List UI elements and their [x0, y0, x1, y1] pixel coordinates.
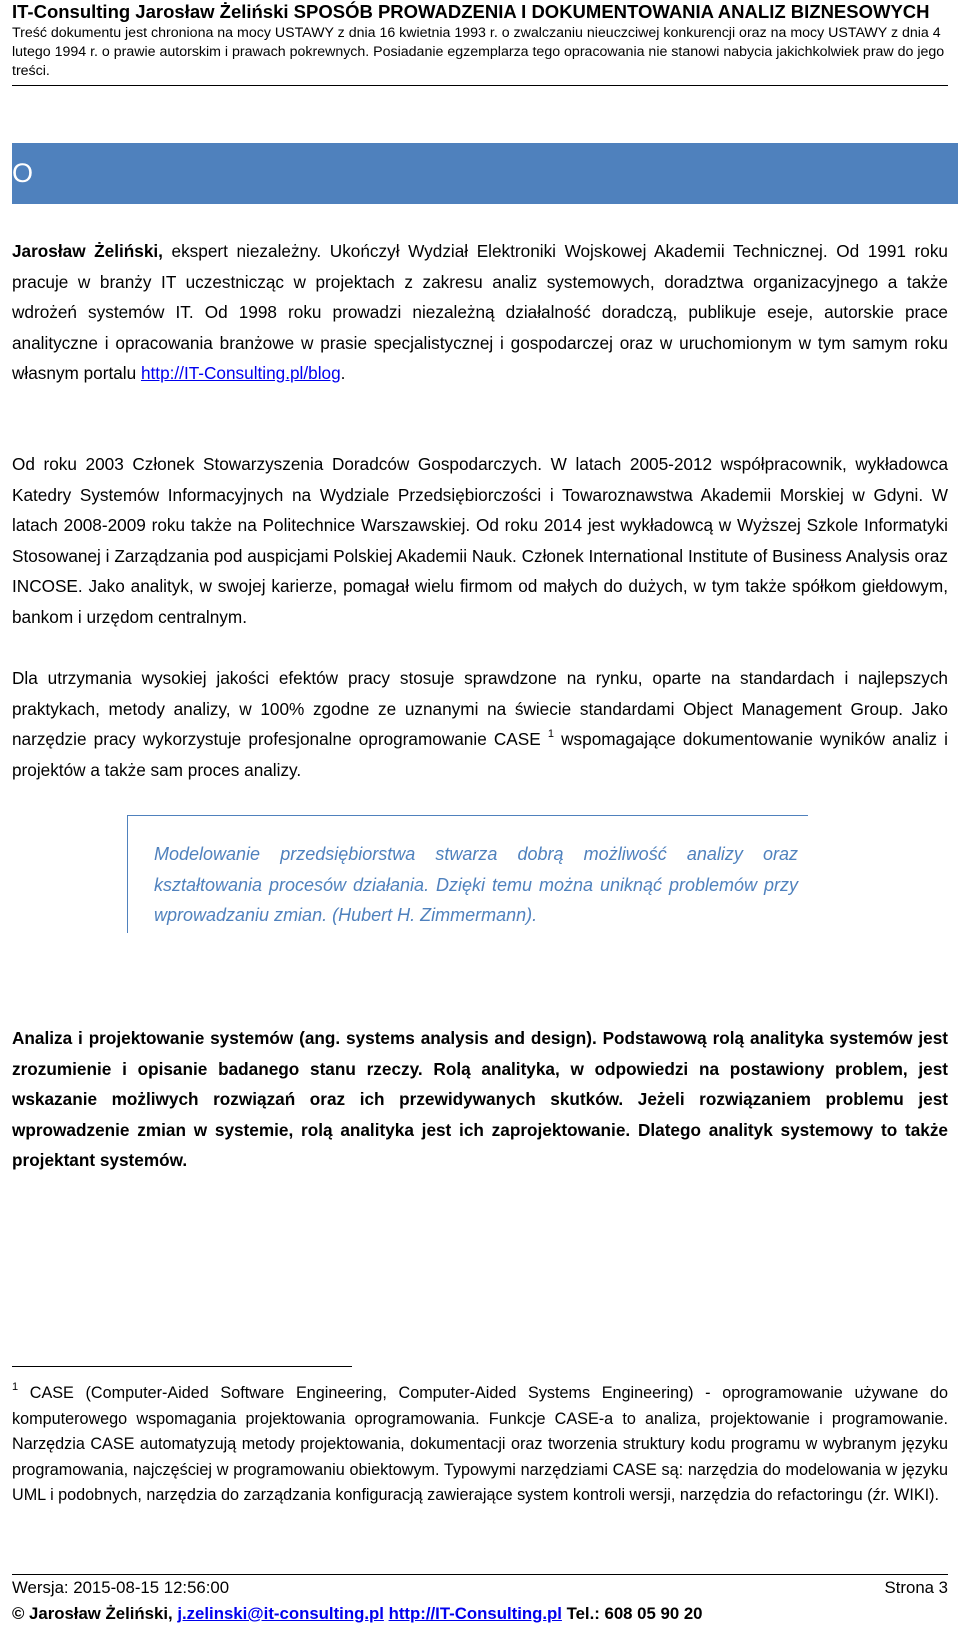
bio-text-end: .: [340, 363, 346, 383]
email-link[interactable]: j.zelinski@it-consulting.pl: [177, 1604, 384, 1623]
website-link[interactable]: http://IT-Consulting.pl: [388, 1604, 562, 1623]
page-footer: [12, 1574, 948, 1627]
header-title: IT-Consulting Jarosław Żeliński SPOSÓB PROWADZENIA I DOKUMENTOWANIA ANALIZ BIZNESOWYCH: [12, 1, 930, 22]
footnote-number: 1: [12, 1381, 19, 1393]
paragraph-methods: [12, 663, 948, 785]
footnote-reference[interactable]: 1: [547, 728, 554, 740]
methods-text-end: wspomagające dokumentowanie wyników analiz i projektów a także sam proces analizy.: [12, 729, 948, 780]
copyright-notice: Treść dokumentu jest chroniona na mocy USTAWY z dnia 16 kwietnia 1993 r. o zwalczaniu nieuczciwej konkurencji oraz na mocy USTAWY z dnia 4 lutego 1994 r. o prawie autorskim i prawach pokrewnych. Posiadanie egzemplarza tego opracowania nie stanowi nabycia jakichkolwiek praw do jego treści.: [12, 25, 945, 79]
phone-number: Tel.: 608 05 90 20: [561, 1604, 703, 1623]
page-number: Strona 3: [884, 1578, 948, 1597]
footnote-text: CASE (Computer-Aided Software Engineering, Computer-Aided Systems Engineering) - oprogramowanie używane do komputerowego wspomagania projektowania oprogramowania. Funkcje CASE-a to analiza, projektowanie i programowanie. Narzędzia CASE automatyzują metody projektowania, dokumentacji oraz tworzenia struktury kodu programu w wybranym języku programowania, najczęściej w programowaniu obiektowym. Typowymi narzędziami CASE są: narzędzia do modelowania w języku UML i podobnych, narzędzia do zarządzania konfiguracją zawierające system kontroli wersji, narzędzia do refactoringu (źr. WIKI).: [12, 1384, 948, 1504]
paragraph-definition: [12, 1023, 948, 1176]
bio-text: ekspert niezależny. Ukończył Wydział Elektroniki Wojskowej Akademii Technicznej. Od 1991 roku pracuje w branży IT uczestnicząc w projektach z zakresu analiz systemowych, doradztwa organizacyjnego a także wdrożeń systemów IT. Od 1998 roku prowadzi niezależną działalność doradczą, publikuje eseje, autorskie prace analityczne i opracowania branżowe w prasie specjalistycznej i gospodarczej oraz w uruchomionym w tym samym roku własnym portalu: [12, 241, 948, 383]
methods-text: Dla utrzymania wysokiej jakości efektów pracy stosuje sprawdzone na rynku, oparte na standardach i najlepszych praktykach, metody analizy, w 100% zgodne ze uznanymi na świecie standardami Object Management Group. Jako narzędzie pracy wykorzystuje profesjonalne oprogramowanie CASE: [12, 668, 948, 749]
paragraph-career: [12, 449, 948, 632]
version-label: Wersja: 2015-08-15 12:56:00: [12, 1578, 230, 1597]
section-heading-o-autorze: [12, 143, 958, 249]
section-title-first: O: [12, 158, 35, 188]
footer-contact: [12, 1601, 948, 1627]
definition-text: Analiza i projektowanie systemów (ang. systems analysis and design). Podstawową rolą analityka systemów jest zrozumienie i opisanie badanego stanu rzeczy. Rolą analityka, w odpowiedzi na postawiony problem, jest wskazanie możliwych rozwiązań oraz ich przewidywanych skutków. Jeżeli rozwiązaniem problemu jest wprowadzenie zmian w systemie, rolą analityka jest ich zaprojektowanie. Dlatego analityk systemowy to także projektant systemów.: [12, 1028, 948, 1170]
footer-copyright: © Jarosław Żeliński,: [12, 1604, 178, 1623]
blog-link[interactable]: http://IT-Consulting.pl/blog: [140, 363, 341, 383]
footnote: [12, 1381, 948, 1509]
page-header: [12, 0, 948, 86]
quote-text: Modelowanie przedsiębiorstwa stwarza dobrą możliwość analizy oraz kształtowania procesów działania. Dzięki temu można uniknąć problemów przy wprowadzaniu zmian. (Hubert H. Zimmermann).: [154, 844, 798, 925]
career-text: Od roku 2003 Członek Stowarzyszenia Doradców Gospodarczych. W latach 2005-2012 współpracownik, wykładowca Katedry Systemów Informacyjnych na Wydziale Przedsiębiorczości i Towaroznawstwa Akademii Morskiej w Gdyni. W latach 2008-2009 roku także na Politechnice Warszawskiej. Od roku 2014 jest wykładowcą w Wyższej Szkole Informatyki Stosowanej i Zarządzania pod auspicjami Polskiej Akademii Nauk. Członek International Institute of Business Analysis oraz INCOSE. Jako analityk, w swojej karierze, pomagał wielu firmom od małych do dużych, w tym także spółkom giełdowym, bankom i urzędom centralnym.: [12, 454, 948, 627]
pull-quote: [127, 815, 807, 933]
quote-top-rule: [128, 815, 808, 816]
section-title-rest: Autorze: [12, 219, 115, 249]
author-name: Jarosław Żeliński,: [12, 241, 163, 261]
footer-row: [12, 1575, 948, 1601]
paragraph-bio: [12, 236, 948, 389]
footnote-separator: [12, 1366, 352, 1367]
